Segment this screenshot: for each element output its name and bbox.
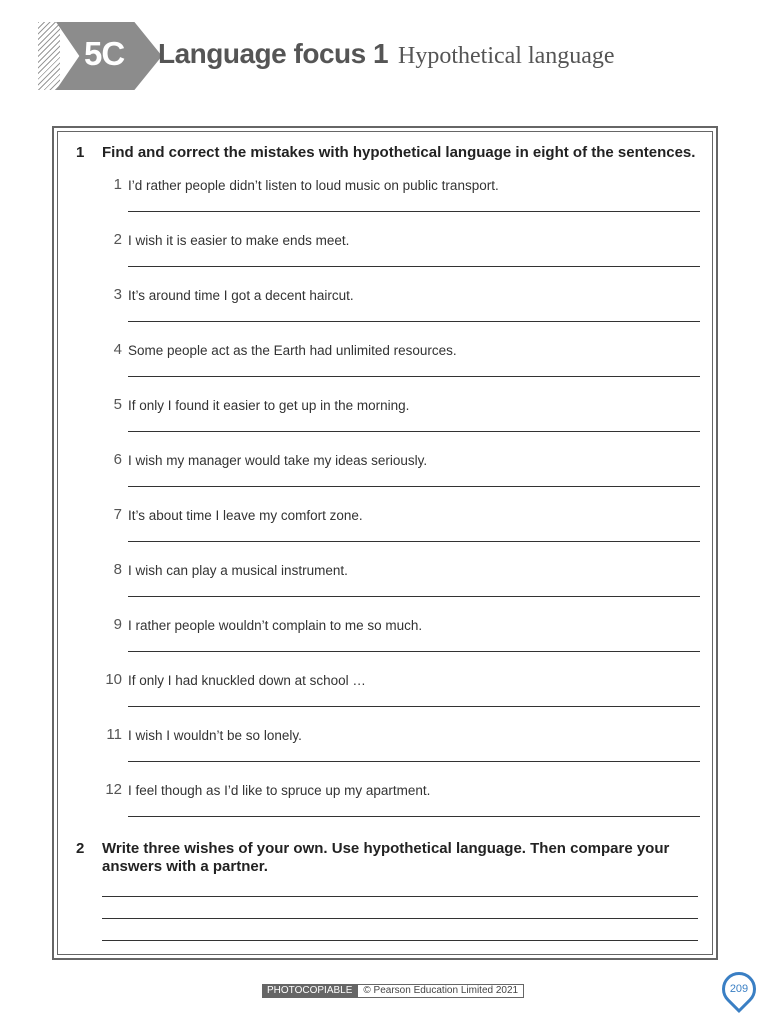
sentence-text: I feel though as I’d like to spruce up my apartment. [128,783,431,798]
answer-line[interactable] [128,431,700,432]
sentence-item [90,726,700,766]
answer-line[interactable] [128,596,700,597]
sentence-item [90,231,700,271]
exercise-1-number: 1 [76,144,85,161]
sentence-number: 10 [105,671,122,688]
sentence-item [90,561,700,601]
sentence-item [90,286,700,326]
sentence-number: 6 [113,451,122,468]
sentence-text: It’s about time I leave my comfort zone. [128,508,363,523]
header-stripes [38,22,60,90]
sentence-number: 4 [113,341,122,358]
sentence-number: 5 [113,396,122,413]
sentence-number: 7 [113,506,122,523]
wish-answer-line[interactable] [102,940,698,941]
sentence-text: Some people act as the Earth had unlimited resources. [128,343,457,358]
footer-notice [262,984,524,998]
answer-line[interactable] [128,321,700,322]
page-header [38,22,738,92]
answer-line[interactable] [128,541,700,542]
answer-line[interactable] [128,266,700,267]
sentence-text: I’d rather people didn’t listen to loud music on public transport. [128,178,499,193]
answer-line[interactable] [128,816,700,817]
worksheet-frame [52,126,718,960]
sentence-number: 9 [113,616,122,633]
sentence-number: 1 [113,176,122,193]
unit-code: 5C [84,35,125,72]
answer-line[interactable] [128,486,700,487]
sentence-item [90,506,700,546]
sentence-text: I wish can play a musical instrument. [128,563,348,578]
page-title: Language focus 1 [158,38,389,69]
sentence-item [90,671,700,711]
copyright-text: © Pearson Education Limited 2021 [357,984,524,998]
sentence-item [90,616,700,656]
sentence-text: I wish I wouldn’t be so lonely. [128,728,302,743]
sentence-item [90,176,700,216]
sentence-number: 3 [113,286,122,303]
exercise-1-instruction: Find and correct the mistakes with hypothetical language in eight of the sentences. [102,144,696,161]
exercise-2-number: 2 [76,840,85,857]
photocopiable-label: PHOTOCOPIABLE [262,984,357,998]
answer-line[interactable] [128,761,700,762]
sentence-text: If only I had knuckled down at school … [128,673,366,688]
page-subtitle: Hypothetical language [398,43,615,69]
sentence-item [90,396,700,436]
sentence-text: If only I found it easier to get up in the morning. [128,398,410,413]
sentence-text: It’s around time I got a decent haircut. [128,288,354,303]
sentence-number: 2 [113,231,122,248]
sentence-number: 8 [113,561,122,578]
exercise-2-instruction: Write three wishes of your own. Use hypothetical language. Then compare your answers with a partner. [102,840,670,875]
wish-answer-line[interactable] [102,918,698,919]
answer-line[interactable] [128,376,700,377]
wish-answer-line[interactable] [102,896,698,897]
answer-line[interactable] [128,706,700,707]
sentence-text: I wish my manager would take my ideas seriously. [128,453,428,468]
sentence-item [90,451,700,491]
page-number: 209 [729,983,749,995]
answer-line[interactable] [128,211,700,212]
sentence-item [90,341,700,381]
answer-line[interactable] [128,651,700,652]
sentence-text: I wish it is easier to make ends meet. [128,233,350,248]
sentence-number: 12 [105,781,122,798]
sentence-item [90,781,700,821]
sentence-text: I rather people wouldn’t complain to me so much. [128,618,423,633]
sentence-number: 11 [106,726,122,743]
